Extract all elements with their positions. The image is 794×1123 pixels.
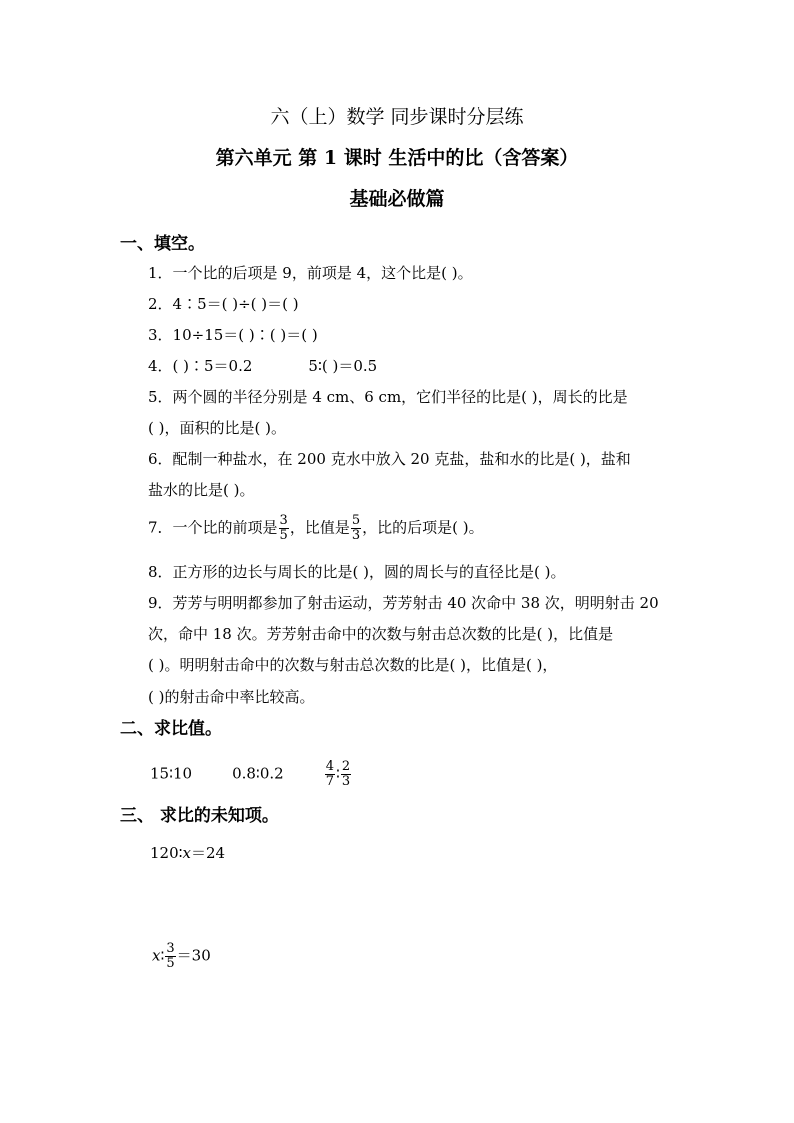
fraction-four-sevenths [325, 760, 335, 789]
fraction-denominator: 7 [325, 774, 334, 789]
question-7-middle: ，比值是 [289, 518, 350, 537]
level-title: 基础必做篇 [349, 188, 445, 210]
ratio-separator: ∶ [335, 764, 340, 783]
question-9-line1: 9．芳芳与明明都参加了射击运动，芳芳射击 40 次命中 38 次，明明射击 20 [148, 594, 659, 612]
fraction-denominator: 3 [341, 774, 351, 789]
worksheet-title: 六（上）数学 同步课时分层练 [270, 106, 524, 128]
question-6-line1: 6．配制一种盐水，在 200 克水中放入 20 克盐，盐和水的比是( )，盐和 [148, 450, 631, 468]
question-7-suffix: ，比的后项是( )。 [362, 518, 484, 537]
question-4a: 4．( )∶5＝0.2 [148, 357, 253, 375]
unknown-problem-1-suffix: ＝24 [191, 844, 226, 862]
question-6-line2: 盐水的比是( )。 [148, 481, 255, 499]
question-3: 3．10÷15＝( )∶( )＝( ) [148, 326, 318, 344]
section2-heading: 二、求比值。 [120, 719, 222, 739]
question-8: 8．正方形的边长与周长的比是( )，圆的周长与的直径比是( )。 [148, 563, 566, 581]
fraction-five-thirds [351, 514, 361, 543]
fraction-denominator: 5 [279, 528, 288, 543]
section1-heading: 一、填空。 [120, 234, 205, 254]
unknown-problem-1-prefix: 120∶ [150, 844, 183, 862]
unknown-problem-2-suffix: ＝30 [176, 946, 211, 965]
fraction-two-thirds [341, 760, 351, 789]
ratio-separator: ∶ [160, 946, 165, 965]
question-9-line4: ( )的射击命中率比较高。 [148, 688, 315, 706]
question-7 [148, 514, 484, 543]
ratio-expressions [150, 760, 352, 789]
fraction-numerator: 4 [325, 759, 334, 774]
ratio-expression-1: 15∶10 [150, 764, 193, 783]
question-5-line1: 5．两个圆的半径分别是 4 cm、6 cm，它们半径的比是( )，周长的比是 [148, 388, 628, 406]
fraction-three-fifths [279, 514, 289, 543]
question-7-prefix: 7．一个比的前项是 [148, 518, 278, 537]
question-5-line2: ( )，面积的比是( )。 [148, 419, 286, 437]
fraction-numerator: 2 [341, 759, 351, 774]
fraction-three-fifths [165, 942, 175, 971]
question-4b: 5∶( )＝0.5 [308, 357, 378, 375]
fraction-denominator: 3 [351, 528, 361, 543]
section3-heading: 三、 求比的未知项。 [120, 806, 279, 826]
question-9-line2: 次，命中 18 次。芳芳射击命中的次数与射击总次数的比是( )，比值是 [148, 625, 614, 643]
question-9-line3: ( )。明明射击命中的次数与射击总次数的比是( )，比值是( )， [148, 656, 558, 674]
question-1: 1．一个比的后项是 9，前项是 4，这个比是( )。 [148, 264, 473, 282]
unknown-variable: x [152, 946, 161, 965]
fraction-numerator: 3 [279, 513, 288, 528]
fraction-numerator: 5 [351, 513, 361, 528]
fraction-denominator: 5 [166, 956, 175, 971]
ratio-expression-2: 0.8∶0.2 [232, 764, 284, 783]
fraction-numerator: 3 [166, 941, 175, 956]
unknown-problem-1 [150, 842, 225, 864]
unknown-problem-2 [152, 942, 211, 971]
lesson-title: 第六单元 第 1 课时 生活中的比（含答案） [215, 147, 579, 169]
question-4 [148, 355, 377, 377]
question-2: 2．4∶5＝( )÷( )＝( ) [148, 295, 299, 313]
unknown-variable: x [182, 844, 192, 862]
